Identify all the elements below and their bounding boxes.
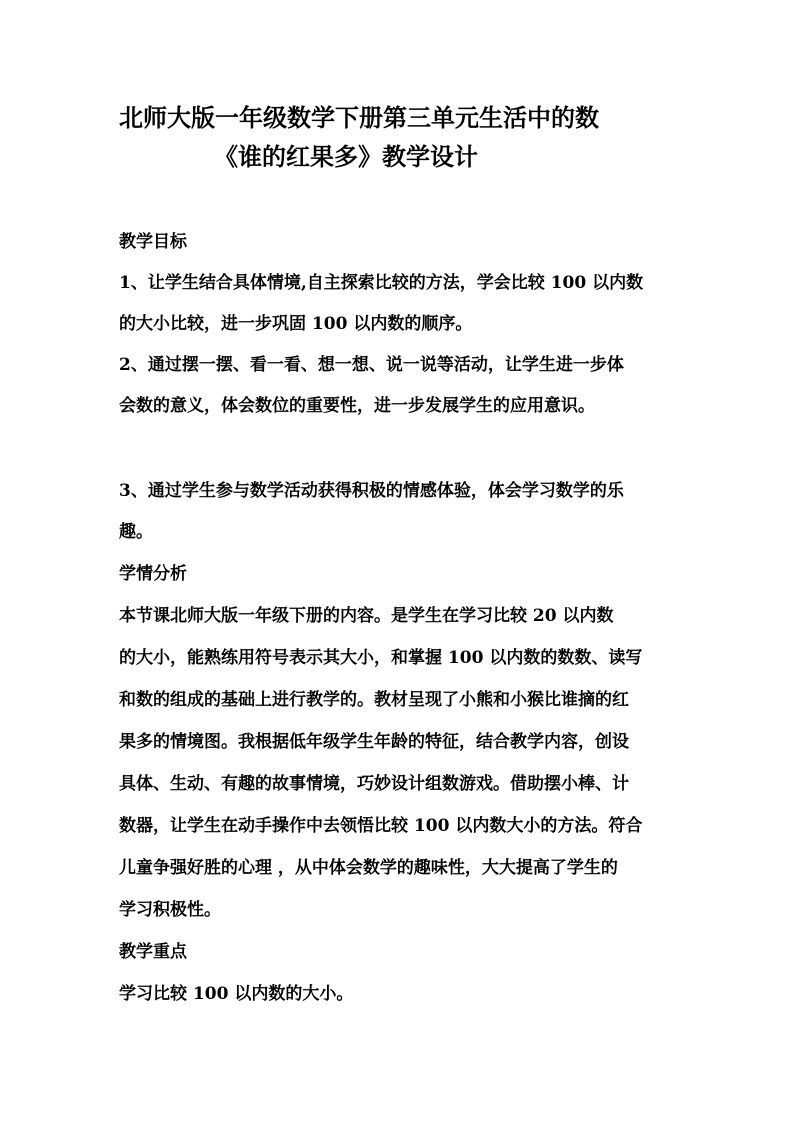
document-title: 北师大版一年级数学下册第三单元生活中的数 [119, 103, 599, 132]
analysis-line-7: 儿童争强好胜的心理 ，从中体会数学的趣味性，大大提高了学生的 [119, 858, 618, 878]
goal-item-3-line-1: 3、通过学生参与数学活动获得积极的情感体验，体会学习数学的乐 [119, 481, 624, 501]
analysis-line-3: 和数的组成的基础上进行教学的。教材呈现了小熊和小猴比谁摘的红 [119, 690, 629, 710]
analysis-line-4: 果多的情境图。我根据低年级学生年龄的特征，结合教学内容，创设 [119, 732, 629, 752]
document-subtitle: 《谁的红果多》教学设计 [214, 142, 478, 171]
analysis-line-2: 的大小，能熟练用符号表示其大小，和掌握 100 以内数的数数、读写 [119, 648, 643, 668]
goal-item-1-line-1: 1、让学生结合具体情境,自主探索比较的方法，学会比较 100 以内数 [119, 273, 644, 293]
section-heading-focus: 教学重点 [119, 942, 187, 962]
section-heading-analysis: 学情分析 [119, 564, 187, 584]
focus-line-1: 学习比较 100 以内数的大小。 [119, 984, 354, 1004]
analysis-line-5: 具体、生动、有趣的故事情境，巧妙设计组数游戏。借助摆小棒、计 [119, 774, 629, 794]
goal-item-2-line-2: 会数的意义，体会数位的重要性，进一步发展学生的应用意识。 [119, 396, 595, 416]
goal-item-2-line-1: 2、通过摆一摆、看一看、想一想、说一说等活动，让学生进一步体 [119, 355, 624, 375]
goal-item-3-line-2: 趣。 [119, 522, 153, 542]
analysis-line-1: 本节课北师大版一年级下册的内容。是学生在学习比较 20 以内数 [119, 606, 614, 626]
analysis-line-8: 学习积极性。 [119, 900, 221, 920]
section-heading-goals: 教学目标 [119, 232, 187, 252]
analysis-line-6: 数器，让学生在动手操作中去领悟比较 100 以内数大小的方法。符合 [119, 816, 643, 836]
goal-item-1-line-2: 的大小比较，进一步巩固 100 以内数的顺序。 [119, 314, 473, 334]
